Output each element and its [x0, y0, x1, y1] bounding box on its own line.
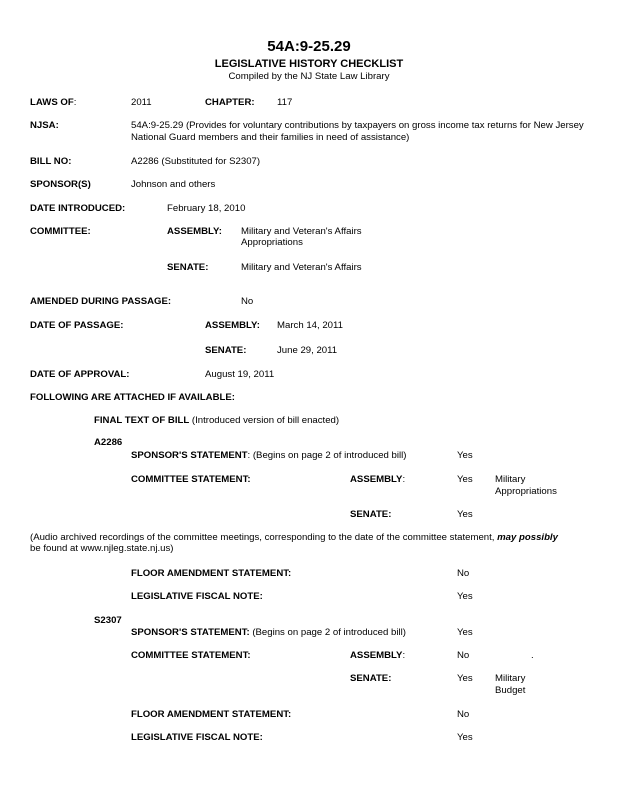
passage-assembly-value: March 14, 2011: [277, 320, 343, 331]
committee-assembly-value-2: Appropriations: [241, 237, 303, 248]
s2307-fiscal-label: LEGISLATIVE FISCAL NOTE:: [131, 732, 263, 743]
a2286-floor-value: No: [457, 568, 470, 579]
s2307-assembly-label: ASSEMBLY: [350, 650, 403, 661]
passage-senate-label: SENATE:: [205, 345, 247, 356]
s2307-floor-label: FLOOR AMENDMENT STATEMENT:: [131, 709, 292, 720]
a2286-sponsor-row: [131, 450, 406, 462]
committee-label: COMMITTEE:: [30, 226, 91, 237]
s2307-senate-value: Yes: [457, 673, 473, 684]
laws-of-label-row: [30, 97, 76, 109]
amended-value: No: [241, 296, 254, 307]
passage-assembly-label: ASSEMBLY:: [205, 320, 260, 331]
s2307-assembly-colon: :: [402, 650, 406, 661]
a2286-bill-label: A2286: [94, 437, 123, 448]
a2286-assembly-label: ASSEMBLY: [350, 474, 403, 485]
committee-assembly-value-1: Military and Veteran's Affairs: [241, 226, 362, 237]
a2286-sponsor-value: Yes: [457, 450, 473, 461]
s2307-sponsor-note: (Begins on page 2 of introduced bill): [249, 627, 406, 638]
s2307-sponsor-value: Yes: [457, 627, 473, 638]
s2307-senate-committee-1: Military: [495, 673, 526, 684]
njsa-value: 54A:9-25.29 (Provides for voluntary contributions by taxpayers on gross income tax returns for New Jersey National Guard members and their families in need of assistance): [131, 120, 584, 143]
laws-of-label: LAWS OF: [30, 97, 74, 108]
s2307-bill-label: S2307: [94, 615, 122, 626]
bill-no-value: A2286 (Substituted for S2307): [131, 156, 261, 167]
sponsors-value: Johnson and others: [131, 179, 216, 190]
s2307-senate-label: SENATE:: [350, 673, 392, 684]
a2286-sponsor-label: SPONSOR'S STATEMENT: [131, 450, 248, 461]
a2286-assembly-row: [350, 474, 405, 486]
chapter-label: CHAPTER:: [205, 97, 255, 108]
date-introduced-value: February 18, 2010: [167, 203, 246, 214]
passage-label: DATE OF PASSAGE:: [30, 320, 124, 331]
s2307-assembly-value: No: [457, 650, 470, 661]
s2307-fiscal-value: Yes: [457, 732, 473, 743]
laws-of-value: 2011: [131, 97, 152, 108]
a2286-committee-label: COMMITTEE STATEMENT:: [131, 474, 251, 485]
a2286-assembly-colon: :: [402, 474, 406, 485]
a2286-senate-label: SENATE:: [350, 509, 392, 520]
approval-value: August 19, 2011: [205, 369, 275, 380]
bill-no-label: BILL NO:: [30, 156, 72, 167]
s2307-committee-label: COMMITTEE STATEMENT:: [131, 650, 251, 661]
a2286-assembly-committee-1: Military: [495, 474, 526, 485]
audio-note-line-2: be found at www.njleg.state.nj.us): [30, 543, 174, 554]
s2307-assembly-row: [350, 650, 405, 662]
a2286-fiscal-label: LEGISLATIVE FISCAL NOTE:: [131, 591, 263, 602]
a2286-fiscal-value: Yes: [457, 591, 473, 602]
s2307-sponsor-label: SPONSOR'S STATEMENT:: [131, 627, 250, 638]
s2307-senate-committee-2: Budget: [495, 685, 526, 696]
page-subtitle: LEGISLATIVE HISTORY CHECKLIST: [214, 58, 404, 70]
final-text-note: (Introduced version of bill enacted): [191, 415, 340, 426]
a2286-assembly-committee-2: Appropriations: [495, 486, 557, 497]
final-text-row: [94, 415, 339, 427]
final-text-label: FINAL TEXT OF BILL: [94, 415, 190, 426]
compiled-by: Compiled by the NJ State Law Library: [228, 71, 390, 82]
page-title: 54A:9-25.29: [267, 38, 351, 55]
laws-of-colon: :: [73, 97, 77, 108]
approval-label: DATE OF APPROVAL:: [30, 369, 130, 380]
date-introduced-label: DATE INTRODUCED:: [30, 203, 126, 214]
a2286-sponsor-note: : (Begins on page 2 of introduced bill): [247, 450, 407, 461]
a2286-senate-value: Yes: [457, 509, 473, 520]
s2307-sponsor-row: [131, 627, 406, 639]
audio-note-emphasis: may possibly: [497, 532, 558, 543]
committee-senate-value: Military and Veteran's Affairs: [241, 262, 362, 273]
amended-label: AMENDED DURING PASSAGE:: [30, 296, 172, 307]
committee-assembly-label: ASSEMBLY:: [167, 226, 222, 237]
following-heading: FOLLOWING ARE ATTACHED IF AVAILABLE:: [30, 392, 235, 403]
njsa-label: NJSA:: [30, 120, 59, 131]
s2307-floor-value: No: [457, 709, 470, 720]
s2307-assembly-dot: .: [531, 650, 534, 661]
a2286-assembly-value: Yes: [457, 474, 473, 485]
sponsors-label: SPONSOR(S): [30, 179, 91, 190]
passage-senate-value: June 29, 2011: [277, 345, 338, 356]
committee-senate-label: SENATE:: [167, 262, 209, 273]
a2286-floor-label: FLOOR AMENDMENT STATEMENT:: [131, 568, 292, 579]
audio-note-text: (Audio archived recordings of the committee meetings, corresponding to the date of the committee statement,: [30, 532, 498, 543]
chapter-value: 117: [277, 97, 293, 108]
